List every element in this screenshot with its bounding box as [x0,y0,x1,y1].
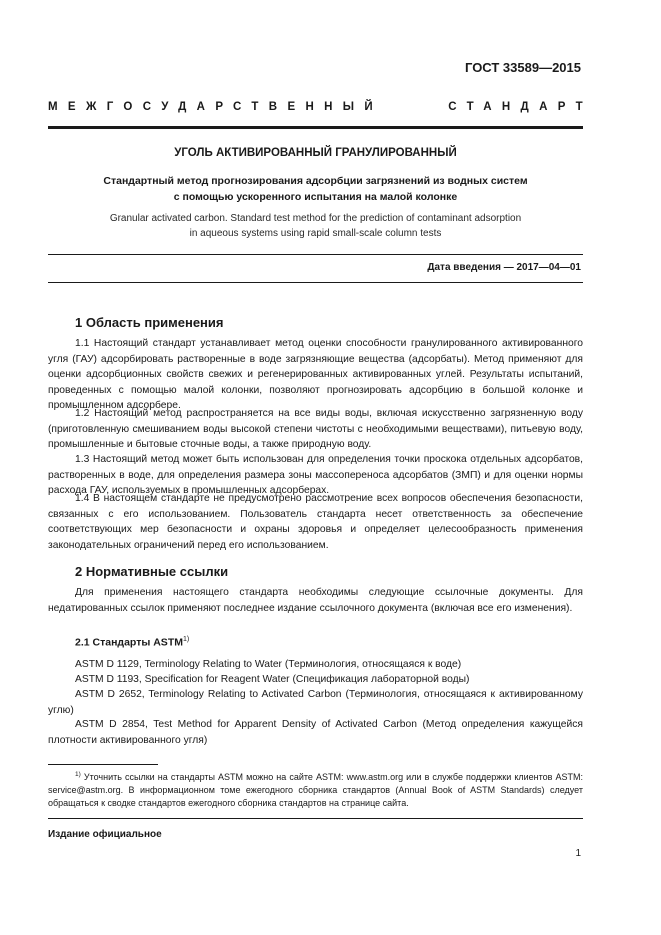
subsection-2-1-label: 2.1 Стандарты ASTM [75,636,183,649]
paragraph-1-3: 1.3 Настоящий метод может быть использован для определения точки проскока отдельных адсорбатов, растворенных в воде, для определения размера зоны массопереноса адсорбатов (ЗМП) и для оценки нормы расхода ГАУ, используемых в промышленных адсорберах. [48,454,583,496]
edition-label: Издание официальное [48,829,162,840]
russian-subtitle-line-1: Стандартный метод прогнозирования адсорбции загрязнений из водных систем [103,175,528,187]
footnote-text: Уточнить ссылки на стандарты ASTM можно на сайте ASTM: www.astm.org или в службе поддержки клиентов ASTM: service@astm.org. В информационном томе ежегодного сборника стандартов (Annual Book of ASTM Standards) следует обращаться к сводке стандартов ежегодного сборника стандартов на странице сайта. [48,772,583,808]
subsection-2-1-heading [75,636,189,649]
paragraph-1-4: 1.4 В настоящем стандарте не предусмотрено рассмотрение всех вопросов обеспечения безопасности, связанных с его использованием. Пользователь стандарта несет ответственность за обеспечение соответствующих мер безопасности и охраны здоровья и определяет целесообразность применения законодательных ограничений перед его использованием. [48,493,583,551]
russian-subtitle [48,173,583,205]
header-rule [48,126,583,129]
banner-left: МЕЖГОСУДАРСТВЕННЫЙ [48,101,384,113]
page-number: 1 [575,848,581,859]
footnote-marker: 1) [182,636,190,643]
footnote-rule [48,764,158,765]
date-rule [48,282,583,283]
document-code: ГОСТ 33589—2015 [465,60,581,75]
english-subtitle-line-1: Granular activated carbon. Standard test method for the prediction of contaminant adsorption [109,213,522,224]
title-rule [48,254,583,255]
reference-d1129: ASTM D 1129, Terminology Relating to Water (Терминология, относящаяся к воде) [75,659,462,670]
document-title: УГОЛЬ АКТИВИРОВАННЫЙ ГРАНУЛИРОВАННЫЙ [174,147,457,159]
paragraph-1-2: 1.2 Настоящий метод распространяется на все виды воды, включая искусственно загрязненную воду (приготовленную смешиванием воды высокой степени чистоты с необходимыми веществами), питьевую воду, промышленные и бытовые сточные воды, а также природную воду. [48,408,583,450]
standard-banner [48,101,593,113]
russian-subtitle-line-2: с помощью ускоренного испытания на малой колонке [173,191,458,203]
section-1-heading: 1 Область применения [75,315,224,330]
footnote [48,768,583,810]
english-subtitle [48,211,583,241]
footer-rule [48,818,583,819]
reference-d2854: ASTM D 2854, Test Method for Apparent Density of Activated Carbon (Метод определения кажущейся плотности активированного угля) [48,719,583,746]
english-subtitle-line-2: in aqueous systems using rapid small-scale column tests [189,228,442,239]
banner-right: СТАНДАРТ [448,101,593,113]
paragraph-1-1: 1.1 Настоящий стандарт устанавливает метод оценки способности гранулированного активированного угля (ГАУ) адсорбировать растворенные в воде загрязняющие вещества (адсорбаты). Метод применяют для оценки адсорбционных свойств свежих и регенерированных активированных углей. Результаты испытаний, проведенных с помощью малой колонки, позволяют прогнозировать адсорбцию в большой колонке и промышленном адсорбере. [48,338,583,411]
footnote-number: 1) [75,771,81,778]
section-2-intro: Для применения настоящего стандарта необходимы следующие ссылочные документы. Для недатированных ссылок применяют последнее издание ссылочного документа (включая все его изменения). [48,587,583,614]
reference-d2652: ASTM D 2652, Terminology Relating to Activated Carbon (Терминология, относящаяся к активированному углю) [48,689,583,716]
reference-d1193: ASTM D 1193, Specification for Reagent Water (Спецификация лабораторной воды) [75,674,470,685]
introduction-date: Дата введения — 2017—04—01 [427,262,581,273]
section-2-heading: 2 Нормативные ссылки [75,564,229,579]
